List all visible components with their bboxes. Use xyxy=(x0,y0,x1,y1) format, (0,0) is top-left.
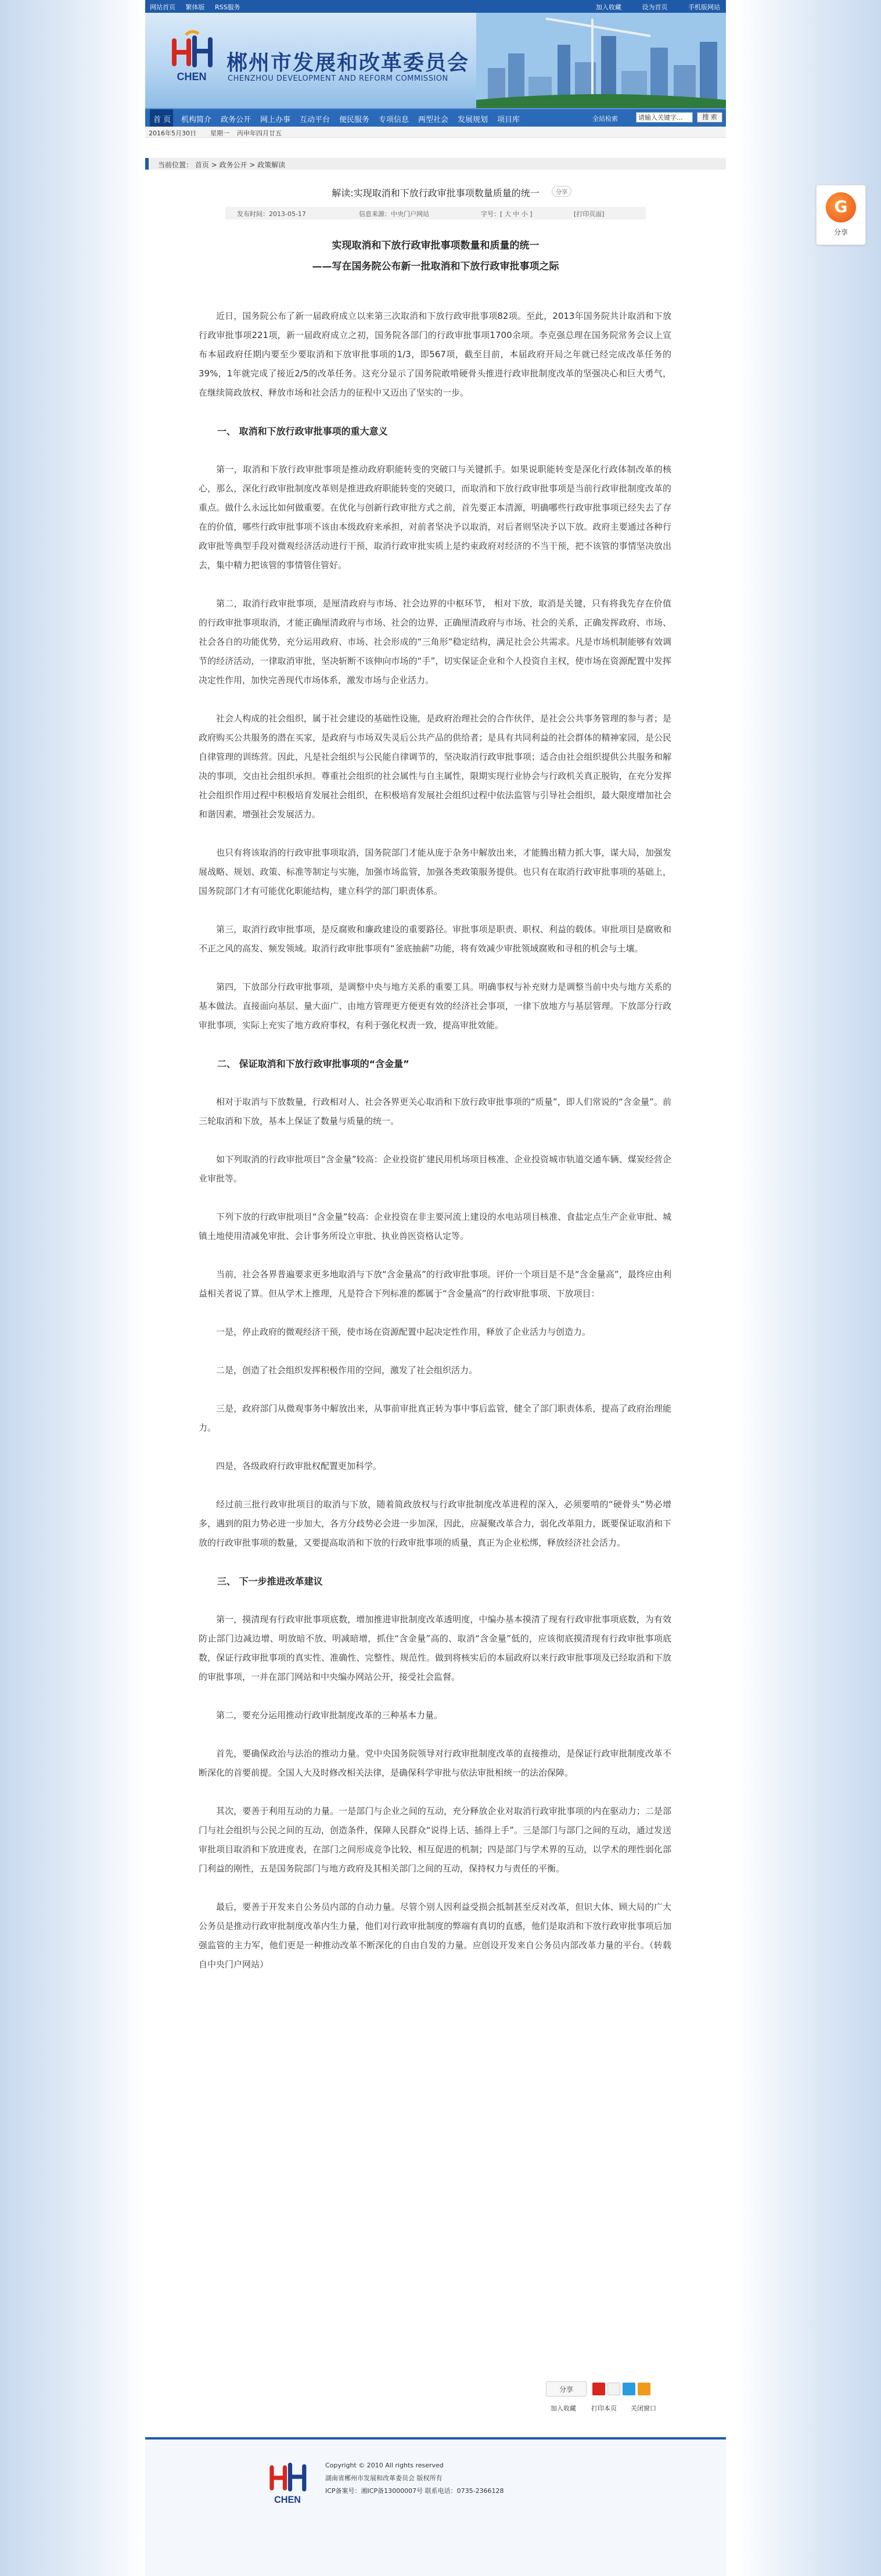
site-title: 郴州市发展和改革委员会 xyxy=(226,51,470,75)
paragraph: 第四，下放部分行政审批事项，是调整中央与地方关系的重要工具。明确事权与补充财力是调整当前中央与地方关系的基本做法。直接面向基层、量大面广、由地方管理更方便更有效的经济社会事项，一律下放地方与基层管理。下放部分行政审批事项，实际上充实了地方政府事权，有利于强化权责一致，提高审批效能。 xyxy=(199,982,671,1030)
footer-copyright: Copyright © 2010 All rights reserved xyxy=(325,2462,444,2469)
svg-text:CHEN: CHEN xyxy=(274,2495,301,2506)
info-source: 信息来源：中央门户网站 xyxy=(359,210,429,218)
footer-logo-icon xyxy=(261,2457,314,2509)
city-skyline-image xyxy=(476,13,726,108)
svg-text:CHEN: CHEN xyxy=(177,71,207,82)
page-background-left xyxy=(0,0,145,2576)
lunar-date-text: 丙申年四月廿五 xyxy=(237,130,282,137)
floating-share-widget[interactable] xyxy=(816,185,866,245)
title-share-button[interactable]: 分享 xyxy=(552,186,571,197)
section-heading: 三、 下一步推进改革建议 xyxy=(217,1576,323,1587)
paragraph: 最后，要善于开发来自公务员内部的自动力量。尽管个别人因利益受损会抵制甚至反对改革，但识大体、顾大局的广大公务员是推动行政审批制度改革内生力量，他们对行政审批制度的弊端有真切的直感，他们是取消和下放行政审批事项后加强监管的主力军，他们更是一种推动改革不断深化的自由自发的力量。应创设开发来自公务员内部改革力量的平台。（转载自中央门户网站） xyxy=(199,1902,671,1970)
paragraph: 社会人构成的社会组织，属于社会建设的基础性设施，是政府治理社会的合作伙伴，是社会公共事务管理的参与者；是政府购买公共服务的潜在买家，是政府与市场双失灵后公共产品的供给者；是具有共同利益的社会群体的精神家园，是公民自律管理的训练营。因此，凡是社会组织与公民能自律调节的，坚决取消行政审批事项；适合由社会组织提供公共服务和解决的事项，交由社会组织承担。尊重社会组织的社会属性与自主属性，限期实现行业协会与行政机关真正脱钩，在充分发挥社会组织作用过程中积极培育发展社会组织，在积极培育发展社会组织过程中依法监管与引导社会组织，最大限度增加社会和谐因素，增强社会发展活力。 xyxy=(199,713,671,820)
main-navigation xyxy=(145,108,726,127)
top-link-home[interactable]: 网站首页 xyxy=(150,3,175,11)
article-title: 解读:实现取消和下放行政审批事项数量质量的统一 xyxy=(332,188,540,199)
paragraph: 二是，创造了社会组织发挥积极作用的空间，激发了社会组织活力。 xyxy=(216,1365,478,1375)
share-button[interactable]: 分享 xyxy=(546,2381,587,2397)
paragraph: 其次，要善于利用互动的力量。一是部门与企业之间的互动，充分释放企业对取消行政审批事项的内在驱动力；二是部门与社会组织与公民之间的互动，创造条件，保障人民群众“说得上话、插得上手”。三是部门与部门之间的互动，通过发送审批项目取消和下放进度表，在部门之间形成竞争比较、相互促进的机制；四是部门与学术界的互动，以学术的理性弱化部门利益的刚性，五是国务院部门与地方政府及其相关部门之间的互动，保持权力与责任的平衡。 xyxy=(199,1806,671,1874)
qq-share-icon[interactable] xyxy=(623,2383,635,2395)
breadcrumb-separator: > xyxy=(249,161,258,169)
paragraph: 相对于取消与下放数量，行政相对人、社会各界更关心取消和下放行政审批事项的“质量”，即人们常说的“含金量”。前三轮取消和下放，基本上保证了数量与质量的统一。 xyxy=(199,1097,671,1126)
top-link-rss[interactable]: RSS服务 xyxy=(215,3,240,11)
paragraph: 一是，停止政府的微观经济干预，使市场在资源配置中起决定性作用，释放了企业活力与创造力。 xyxy=(216,1327,591,1337)
site-logo-icon[interactable] xyxy=(163,29,221,87)
breadcrumb-item-policy[interactable]: 政策解读 xyxy=(257,161,286,169)
article-subtitle: 实现取消和下放行政审批事项数量和质量的统一 xyxy=(332,240,540,252)
footer-owner: 湖南省郴州市发展和改革委员会 版权所有 xyxy=(325,2474,443,2482)
date-text: 2016年5月30日 xyxy=(149,130,196,137)
paragraph: 第三，取消行政审批事项，是反腐败和廉政建设的重要路径。审批事项是职责、职权、利益的载体。审批项目是腐败和不正之风的高发、频发领域。取消行政审批事项有“釜底抽薪”功能，将有效减少审批领域腐败和寻租的机会与土壤。 xyxy=(199,924,671,954)
breadcrumb-item-gov-affairs[interactable]: 政务公开 xyxy=(219,161,247,169)
paragraph: 三是，政府部门从微观事务中解放出来，从事前审批真正转为事中事后监管，健全了部门职责体系，提高了政府治理能力。 xyxy=(199,1403,671,1433)
print-link[interactable]: 打印本页 xyxy=(591,2405,617,2412)
font-size-switcher[interactable]: 字号：[ 大 中 小 ] xyxy=(481,210,533,218)
article-body xyxy=(199,307,671,1993)
nav-item-special-info[interactable]: 专项信息 xyxy=(379,116,409,124)
print-page-link[interactable]: [打印页面] xyxy=(574,210,605,218)
top-link-favorite[interactable]: 加入收藏 xyxy=(596,3,621,11)
weibo-share-icon[interactable] xyxy=(592,2383,605,2395)
search-button[interactable]: 搜 索 xyxy=(697,112,722,123)
nav-item-gov-affairs[interactable]: 政务公开 xyxy=(221,116,251,124)
nav-item-interaction[interactable]: 互动平台 xyxy=(300,116,330,124)
publish-date: 发布时间：2013-05-17 xyxy=(237,210,306,218)
breadcrumb-trail xyxy=(158,160,285,170)
paragraph: 经过前三批行政审批项目的取消与下放，随着简政放权与行政审批制度改革进程的深入，必须要啃的“硬骨头”势必增多，遇到的阻力势必进一步加大，各方分歧势必会进一步加深，因此，应凝聚改革合力，弱化改革阻力，既要保证取消和下放的行政审批事项的数量，又要提高取消和下放的行政审批事项的质量，真正为企业松绑，释放经济社会活力。 xyxy=(199,1499,671,1548)
section-heading: 一、 取消和下放行政审批事项的重大意义 xyxy=(217,426,388,437)
paragraph: 首先，要确保政治与法治的推动力量。党中央国务院领导对行政审批制度改革的直接推动，是保证行政审批制度改革不断深化的首要前提。全国人大及时修改相关法律，是确保科学审批与依法审批相统一的法治保障。 xyxy=(199,1748,671,1778)
nav-item-online-service[interactable]: 网上办事 xyxy=(260,116,291,124)
nav-item-home[interactable]: 首 页 xyxy=(153,116,171,124)
nav-item-two-type-society[interactable]: 两型社会 xyxy=(418,116,449,124)
top-link-set-home[interactable]: 设为首页 xyxy=(642,3,668,11)
top-utility-bar xyxy=(145,0,726,13)
top-link-traditional[interactable]: 繁体版 xyxy=(185,3,205,11)
article-tools xyxy=(546,2381,668,2416)
breadcrumb-label: 当前位置： xyxy=(158,161,193,169)
breadcrumb-item-home[interactable]: 首页 xyxy=(195,161,209,169)
paragraph: 近日，国务院公布了新一届政府成立以来第三次取消和下放行政审批事项82项。至此，2013年国务院共计取消和下放行政审批事项221项，新一届政府成立之初，国务院各部门的行政审批事项1700余项。李克强总理在国务院常务会议上宣布本届政府任期内要至少要取消和下放审批事项的1/3，即567项，截至目前，本届政府开局之年就已经完成改革任务的39%，1年就完成了接近2/5的改革任务。这充分显示了国务院敢啃硬骨头推进行政审批制度改革的坚强决心和巨大勇气，在继续简政放权、释放市场和社会活力的征程中又迈出了坚实的一步。 xyxy=(199,311,671,398)
article-meta-bar xyxy=(225,207,646,220)
article-subheading: ——写在国务院公布新一批取消和下放行政审批事项之际 xyxy=(312,261,559,272)
page-container xyxy=(145,0,726,2576)
search-scope-label[interactable]: 全站检索 xyxy=(592,115,618,123)
weekday-text: 星期一 xyxy=(210,130,229,137)
nav-item-about[interactable]: 机构简介 xyxy=(181,116,212,124)
share-logo-glyph: G xyxy=(834,197,848,216)
paragraph: 第二，取消行政审批事项，是厘清政府与市场、社会边界的中枢环节， 相对下放，取消是关键，只有将我先存在价值的行政审批事项取消，才能正确厘清政府与市场、社会的边界，正确厘清政府与市场、社会的关系，正确发挥政府、市场、社会各自的功能优势，充分运用政府、市场、社会形成的“三角形”稳定结构，满足社会公共需求。凡是市场机制能够有效调节的经济活动，一律取消审批，坚决斩断不该伸向市场的“手”，切实保证企业和个人投资自主权，使市场在资源配置中发挥决定性作用，加快完善现代市场体系，激发市场与企业活力。 xyxy=(199,598,671,685)
footer-contact: ICP备案号：湘ICP备13000007号 联系电话：0735-2366128 xyxy=(325,2487,504,2495)
paragraph: 第一，取消和下放行政审批事项是推动政府职能转变的突破口与关键抓手。如果说职能转变是深化行政体制改革的核心，那么，深化行政审批制度改革则是推进政府职能转变的突破口，而取消和下放行政审批事项是当前行政审批制度改革的重点。做什么永远比如何做重要。在优化与创新行政审批方式之前，首先要正本清源，明确哪些行政审批事项已经失去了存在的价值，哪些行政审批事项不该由本级政府来承担，对前者坚决予以取消，对后者则坚决予以下放。政府主要通过各种行政审批等典型手段对微观经济活动进行干预，取消行政审批实质上是约束政府对经济的不当干预，把不该管的事情坚决放出去，集中精力把该管的事情管住管好。 xyxy=(199,464,671,570)
footer-text xyxy=(325,2459,504,2498)
paragraph: 下列下放的行政审批项目“含金量”较高：企业投资在非主要河流上建设的水电站项目核准、食盐定点生产企业审批、城镇土地使用清减免审批、会计事务所设立审批、执业兽医资格认定等。 xyxy=(199,1212,671,1241)
top-links-left xyxy=(150,2,249,12)
top-link-mobile[interactable]: 手机版网站 xyxy=(688,3,720,11)
paragraph: 四是，各级政府行政审批权配置更加科学。 xyxy=(216,1461,382,1471)
nav-item-planning[interactable]: 发展规划 xyxy=(458,116,488,124)
page-background-right xyxy=(736,0,881,2576)
paragraph: 也只有将该取消的行政审批事项取消，国务院部门才能从庞于杂务中解放出来，才能腾出精力抓大事，谋大局，加强发展战略、规划、政策、标准等制定与实施，加强市场监管，加强各类政策服务提供。也只有在取消行政审批事项的基础上，国务院部门才有可能优化职能结构，建立科学的部门职责体系。 xyxy=(199,847,671,896)
paragraph: 第一，摸清现有行政审批事项底数，增加推进审批制度改革透明度，中编办基本摸清了现有行政审批事项底数，为有效防止部门边减边增、明放暗不放、明减暗增，抓住“含金量”高的、取消“含金量”低的，应该彻底摸清现有行政审批事项底数，保证行政审批事项的真实性、准确性、完整性、规范性。做到将核实后的本届政府以来行政审批事项及已经取消和下放的审批事项，一并在部门网站和中央编办网站公开，接受社会监督。 xyxy=(199,1614,671,1682)
breadcrumb-marker xyxy=(145,158,149,170)
add-favorite-link[interactable]: 加入收藏 xyxy=(551,2405,576,2412)
nav-item-project-db[interactable]: 项目库 xyxy=(497,116,520,124)
close-window-link[interactable]: 关闭窗口 xyxy=(631,2405,656,2412)
top-links-right xyxy=(577,2,720,12)
paragraph: 第二，要充分运用推动行政审批制度改革的三种基本力量。 xyxy=(216,1710,443,1720)
floating-share-label: 分享 xyxy=(833,228,848,236)
search-input[interactable]: 请输入关键字... xyxy=(636,112,693,123)
site-footer xyxy=(145,2440,726,2576)
breadcrumb-separator: > xyxy=(211,161,220,169)
more-share-icon[interactable] xyxy=(638,2383,650,2395)
renren-share-icon[interactable] xyxy=(607,2383,620,2395)
breadcrumb xyxy=(145,158,726,170)
section-heading: 二、 保证取消和下放行政审批事项的“含金量” xyxy=(217,1058,409,1069)
date-bar xyxy=(145,127,726,138)
site-subtitle: CHENZHOU DEVELOPMENT AND REFORM COMMISSION xyxy=(228,74,448,83)
paragraph: 如下列取消的行政审批项目“含金量”较高：企业投资扩建民用机场项目核准、企业投资城市轨道交通车辆、煤炭经营企业审批等。 xyxy=(199,1154,671,1184)
site-header xyxy=(145,13,726,108)
paragraph: 当前，社会各界普遍要求更多地取消与下放“含金量高”的行政审批事项。评价一个项目是不是“含金量高”，最终应由利益相关者说了算。但从学术上推理，凡是符合下列标准的都属于“含金量高”的行政审批事项、下放项目： xyxy=(199,1269,671,1299)
nav-item-public-service[interactable]: 便民服务 xyxy=(339,116,370,124)
